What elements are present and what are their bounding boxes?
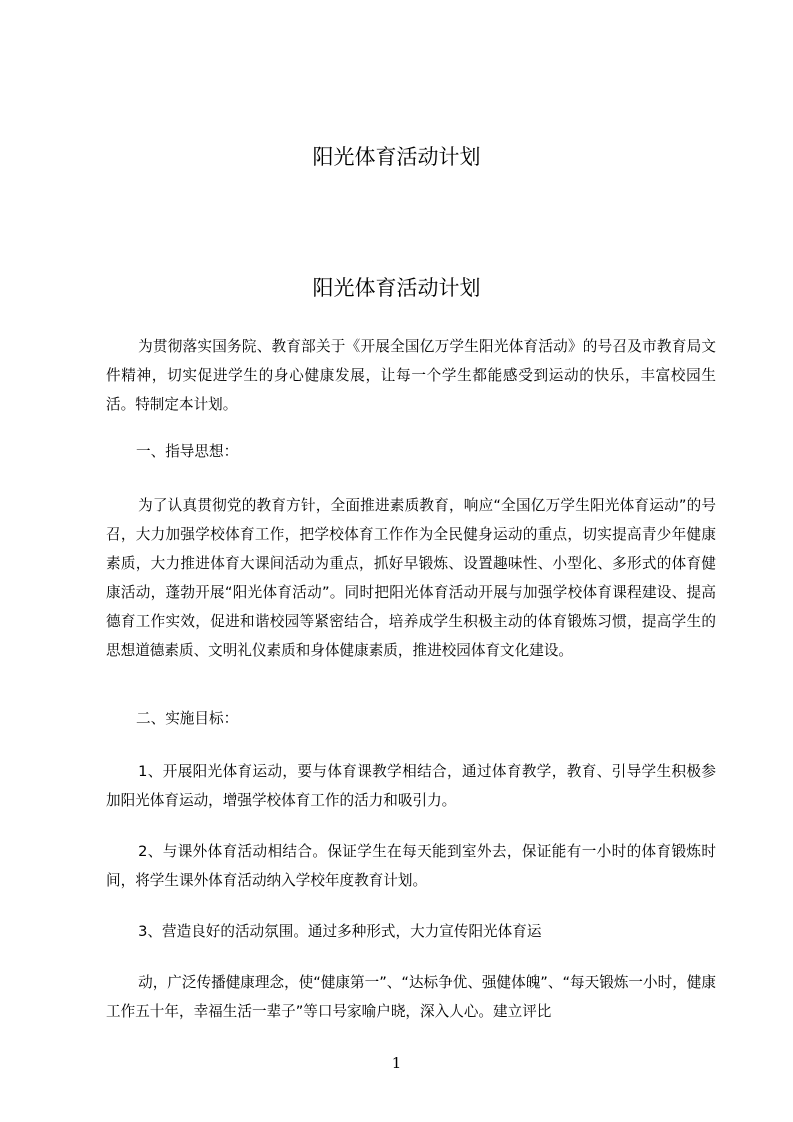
- objective-item-2: 2、与课外体育活动相结合。保证学生在每天能到室外去，保证能有一小时的体育锻炼时间，将学生课外体育活动纳入学校年度教育计划。: [106, 843, 716, 889]
- cover-title: 阳光体育活动计划: [312, 145, 481, 169]
- page-number: 1: [391, 1054, 402, 1072]
- section-heading-guiding-ideology: 一、指导思想：: [136, 443, 239, 460]
- objective-item-3: 3、营造良好的活动氛围。通过多种形式，大力宣传阳光体育运: [138, 923, 542, 940]
- document-title: 阳光体育活动计划: [312, 276, 481, 300]
- intro-paragraph: 为贯彻落实国务院、教育部关于《开展全国亿万学生阳光体育活动》的号召及市教育局文件精神，切实促进学生的身心健康发展，让每一个学生都能感受到运动的快乐，丰富校园生活。特制定本计划。: [106, 338, 716, 413]
- objective-item-1: 1、开展阳光体育运动，要与体育课教学相结合，通过体育教学，教育、引导学生积极参加阳光体育运动，增强学校体育工作的活力和吸引力。: [106, 763, 716, 809]
- guiding-ideology-paragraph: 为了认真贯彻党的教育方针，全面推进素质教育，响应“全国亿万学生阳光体育运动”的号召，大力加强学校体育工作，把学校体育工作作为全民健身运动的重点，切实提高青少年健康素质，大力推进体育大课间活动为重点，抓好早锻炼、设置趣味性、小型化、多形式的体育健康活动，蓬勃开展“阳光体育活动”。同时把阳光体育活动开展与加强学校体育课程建设、提高德育工作实效，促进和谐校园等紧密结合，培养成学生积极主动的体育锻炼习惯，提高学生的思想道德素质、文明礼仪素质和身体健康素质，推进校园体育文化建设。: [106, 497, 716, 659]
- section-heading-objectives: 二、实施目标：: [136, 710, 239, 727]
- objective-item-3-continued: 动，广泛传播健康理念，使“健康第一”、“达标争优、强健体魄”、“每天锻炼一小时，健康工作五十年，幸福生活一辈子”等口号家喻户晓，深入人心。建立评比: [106, 974, 716, 1020]
